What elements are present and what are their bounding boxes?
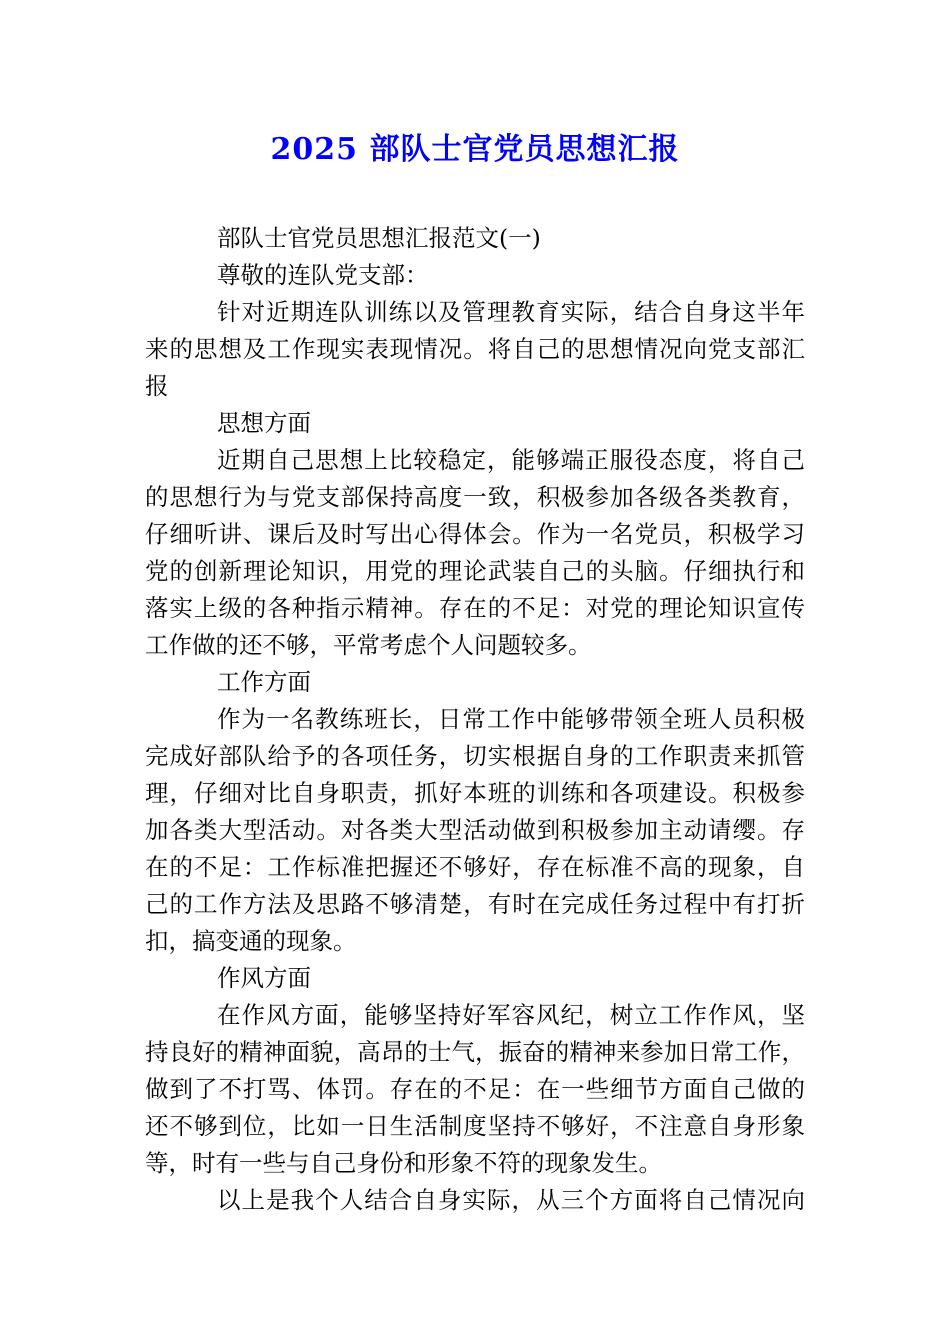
text-line: 以上是我个人结合自身实际，从三个方面将自己情况向: [217, 1186, 805, 1214]
text-line: 完成好部队给予的各项任务，切实根据自身的工作职责来抓管: [145, 742, 805, 770]
text-line: 做到了不打骂、体罚。存在的不足：在一些细节方面自己做的: [145, 1075, 805, 1103]
text-line: 持良好的精神面貌，高昂的士气，振奋的精神来参加日常工作，: [145, 1038, 805, 1066]
text-line: 尊敬的连队党支部：: [217, 261, 429, 289]
text-line: 报: [145, 372, 169, 400]
document-title: 2025 部队士官党员思想汇报: [270, 132, 680, 167]
section-heading: 思想方面: [217, 409, 311, 437]
text-line: 在作风方面，能够坚持好军容风纪，树立工作作风，坚: [217, 1001, 805, 1029]
text-line: 工作做的还不够，平常考虑个人问题较多。: [145, 631, 592, 659]
text-line: 部队士官党员思想汇报范文(一): [217, 224, 541, 252]
text-line: 还不够到位，比如一日生活制度坚持不够好，不注意自身形象: [145, 1112, 805, 1140]
text-line: 理，仔细对比自身职责，抓好本班的训练和各项建设。积极参: [145, 779, 805, 807]
text-line: 落实上级的各种指示精神。存在的不足：对党的理论知识宣传: [145, 594, 805, 622]
text-line: 针对近期连队训练以及管理教育实际，结合自身这半年: [217, 298, 805, 326]
text-line: 作为一名教练班长，日常工作中能够带领全班人员积极: [217, 705, 805, 733]
text-line: 加各类大型活动。对各类大型活动做到积极参加主动请缨。存: [145, 816, 805, 844]
text-line: 仔细听讲、课后及时写出心得体会。作为一名党员，积极学习: [145, 520, 805, 548]
section-heading: 作风方面: [217, 964, 311, 992]
text-line: 己的工作方法及思路不够清楚，有时在完成任务过程中有打折: [145, 890, 805, 918]
text-line: 等，时有一些与自己身份和形象不符的现象发生。: [145, 1149, 662, 1177]
document-body: [145, 220, 805, 1219]
text-line: 扣，搞变通的现象。: [145, 927, 357, 955]
text-line: 的思想行为与党支部保持高度一致，积极参加各级各类教育，: [145, 483, 805, 511]
section-heading: 工作方面: [217, 668, 311, 696]
text-line: 党的创新理论知识，用党的理论武装自己的头脑。仔细执行和: [145, 557, 805, 585]
text-line: 近期自己思想上比较稳定，能够端正服役态度，将自己: [217, 446, 805, 474]
text-line: 来的思想及工作现实表现情况。将自己的思想情况向党支部汇: [145, 335, 805, 363]
text-line: 在的不足：工作标准把握还不够好，存在标准不高的现象，自: [145, 853, 805, 881]
